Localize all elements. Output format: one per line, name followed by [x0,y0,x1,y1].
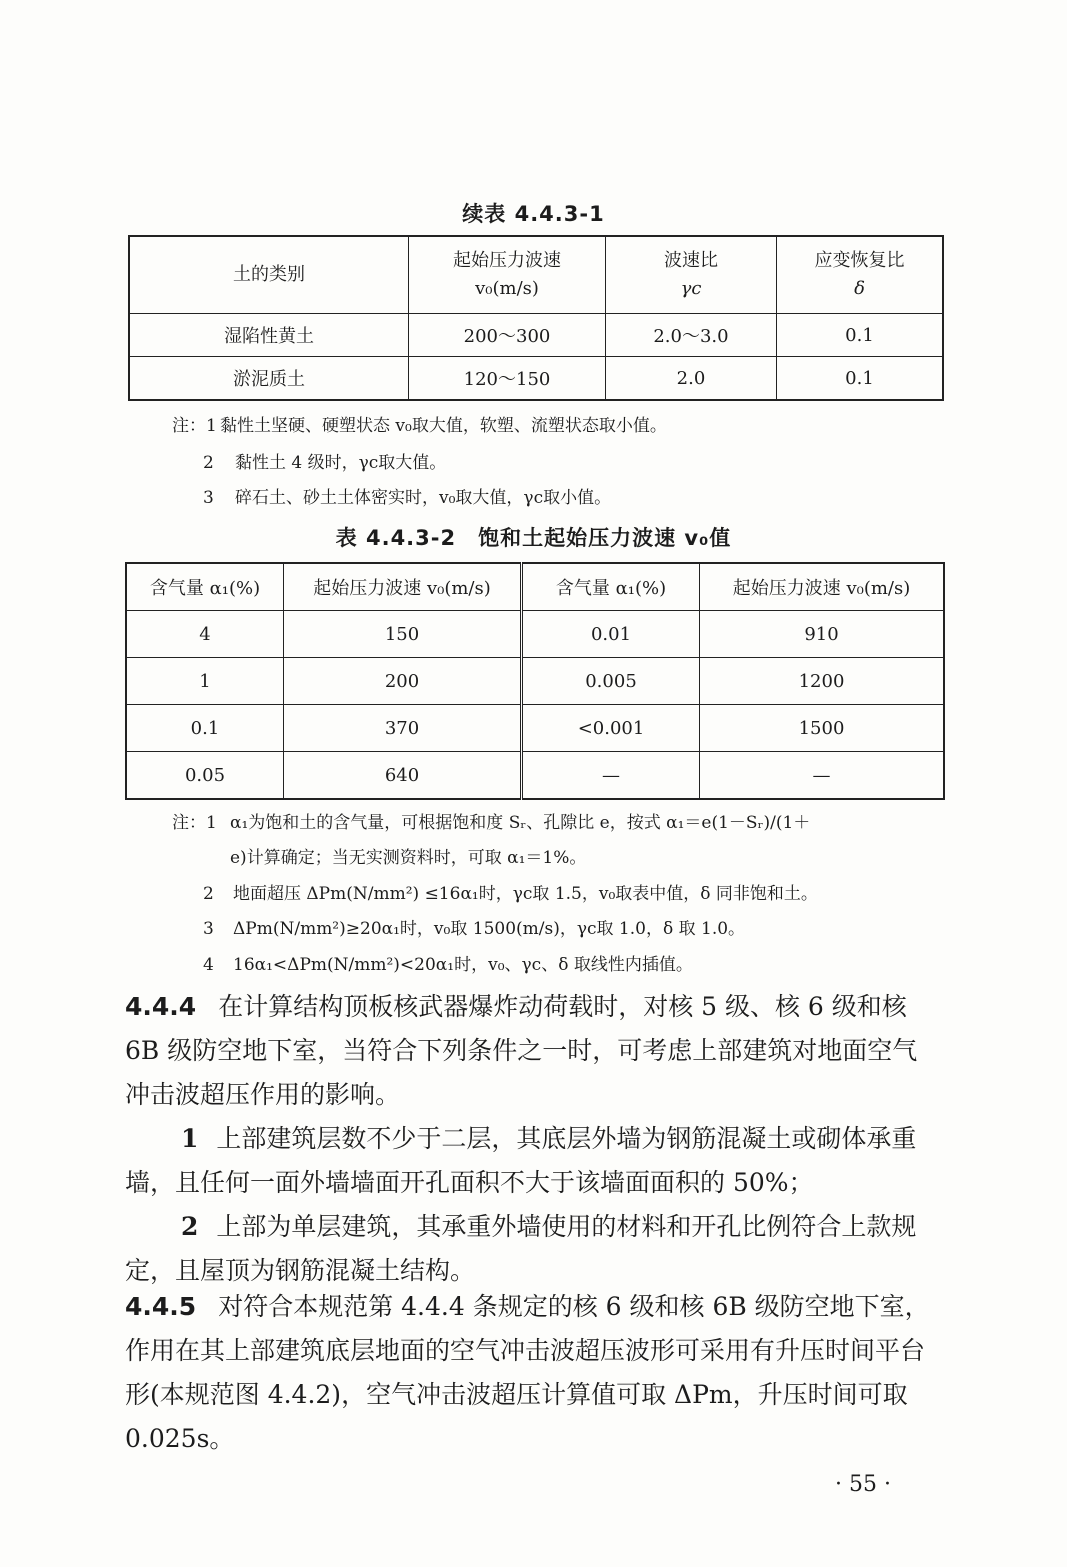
table-cell: — [522,752,700,800]
header-unit: v₀(m/s) [475,278,539,299]
table2 [125,562,945,800]
table-cell: 370 [284,705,522,752]
table-cell: 0.05 [126,752,284,800]
note-text: e)计算确定；当无实测资料时，可取 α₁＝1%。 [230,848,587,868]
header-label: 波速比 [664,250,718,271]
table1-note [203,451,446,475]
table-cell: 0.01 [522,611,700,658]
header-symbol: δ [854,278,865,299]
clause-number: 4.4.4 [125,992,197,1021]
clause-4-4-4 [125,985,940,1293]
table2-note [172,811,810,835]
page-number: · 55 · [835,1472,891,1497]
table1 [128,235,944,401]
table-cell: 4 [126,611,284,658]
table-cell: <0.001 [522,705,700,752]
note-text: ΔPm(N/mm²)≥20α₁时，v₀取 1500(m/s)，γc取 1.0，δ 取 1.0。 [233,919,746,939]
note-text: 16α₁<ΔPm(N/mm²)<20α₁时，v₀、γc、δ 取线性内插值。 [233,955,693,975]
note-number: 2 [203,884,214,904]
header-label: 土的类别 [233,264,305,285]
note-text: α₁为饱和土的含气量，可根据饱和度 Sᵣ、孔隙比 e，按式 α₁＝e(1－Sᵣ)/(1＋ [230,813,811,833]
table-cell: — [700,752,945,800]
table1-note [203,486,611,510]
table-cell: 0.1 [126,705,284,752]
table-row [126,611,944,658]
header-label: 应变恢复比 [814,250,905,271]
table2-header-cell: 含气量 α₁(%) [522,563,700,611]
table-cell: 1200 [700,658,945,705]
table-cell: 120～150 [409,357,606,401]
clause-paragraph [125,985,940,1117]
item-number: 1 [181,1124,199,1153]
table-row [126,752,944,800]
table-row [126,705,944,752]
table-cell: 640 [284,752,522,800]
note-text: 黏性土坚硬、硬塑状态 v₀取大值，软塑、流塑状态取小值。 [220,416,667,436]
header-label: 起始压力波速 [453,250,561,271]
clause-4-4-5 [125,1285,940,1461]
table-cell: 200～300 [409,314,606,357]
table1-header-cell [129,236,409,314]
table-cell: 0.1 [777,357,944,401]
table1-header-cell [409,236,606,314]
table2-note [203,953,693,977]
header-symbol: γc [680,278,702,299]
clause-item [125,1205,940,1293]
note-text: 地面超压 ΔPm(N/mm²) ≤16α₁时，γc取 1.5，v₀取表中值，δ 同非饱和土。 [233,884,818,904]
table-cell: 150 [284,611,522,658]
table1-header-cell [606,236,777,314]
item-text: 上部为单层建筑，其承重外墙使用的材料和开孔比例符合上款规定，且屋顶为钢筋混凝土结构。 [125,1212,917,1285]
table-cell: 0.1 [777,314,944,357]
table-row [126,658,944,705]
note-number: 2 [203,453,214,473]
table-cell: 910 [700,611,945,658]
table1-header-row [129,236,943,314]
table1-note [172,414,667,438]
clause-text: 对符合本规范第 4.4.4 条规定的核 6 级和核 6B 级防空地下室，作用在其上部建筑底层地面的空气冲击波超压波形可采用有升压时间平台形(本规范图 4.4.2)，空气冲击波超压计算值可取 ΔPm，升压时间可取 0.025s。 [125,1292,930,1453]
table-cell: 200 [284,658,522,705]
note-number: 3 [203,919,214,939]
table-cell: 0.005 [522,658,700,705]
clause-item [125,1117,940,1205]
table1-header-cell [777,236,944,314]
table-cell: 湿陷性黄土 [129,314,409,357]
item-number: 2 [181,1212,199,1241]
table-cell: 2.0～3.0 [606,314,777,357]
item-text: 上部建筑层数不少于二层，其底层外墙为钢筋混凝土或砌体承重墙，且任何一面外墙墙面开孔面积不大于该墙面面积的 50%； [125,1124,917,1197]
note-number: 4 [203,955,214,975]
clause-number: 4.4.5 [125,1292,197,1321]
table-cell: 淤泥质土 [129,357,409,401]
table2-header-cell: 含气量 α₁(%) [126,563,284,611]
table2-header-cell: 起始压力波速 v₀(m/s) [284,563,522,611]
table-cell: 1 [126,658,284,705]
table1-caption: 续表 4.4.3-1 [462,202,605,226]
table-cell: 1500 [700,705,945,752]
note-text: 黏性土 4 级时，γc取大值。 [235,453,447,473]
table2-note [203,882,818,906]
table2-caption: 表 4.4.3-2 饱和土起始压力波速 v₀值 [335,526,732,550]
table2-header-row [126,563,944,611]
note-number: 3 [203,488,214,508]
clause-text: 在计算结构顶板核武器爆炸动荷载时，对核 5 级、核 6 级和核 6B 级防空地下室，当符合下列条件之一时，可考虑上部建筑对地面空气冲击波超压作用的影响。 [125,992,918,1109]
table-cell: 2.0 [606,357,777,401]
table-row [129,357,943,401]
note-number: 注：1 [172,813,217,833]
note-number: 注：1 [172,416,217,436]
table2-note [230,846,586,870]
table-row [129,314,943,357]
note-text: 碎石土、砂土土体密实时，v₀取大值，γc取小值。 [235,488,612,508]
table2-header-cell: 起始压力波速 v₀(m/s) [700,563,945,611]
table2-note [203,917,745,941]
clause-paragraph [125,1285,940,1461]
